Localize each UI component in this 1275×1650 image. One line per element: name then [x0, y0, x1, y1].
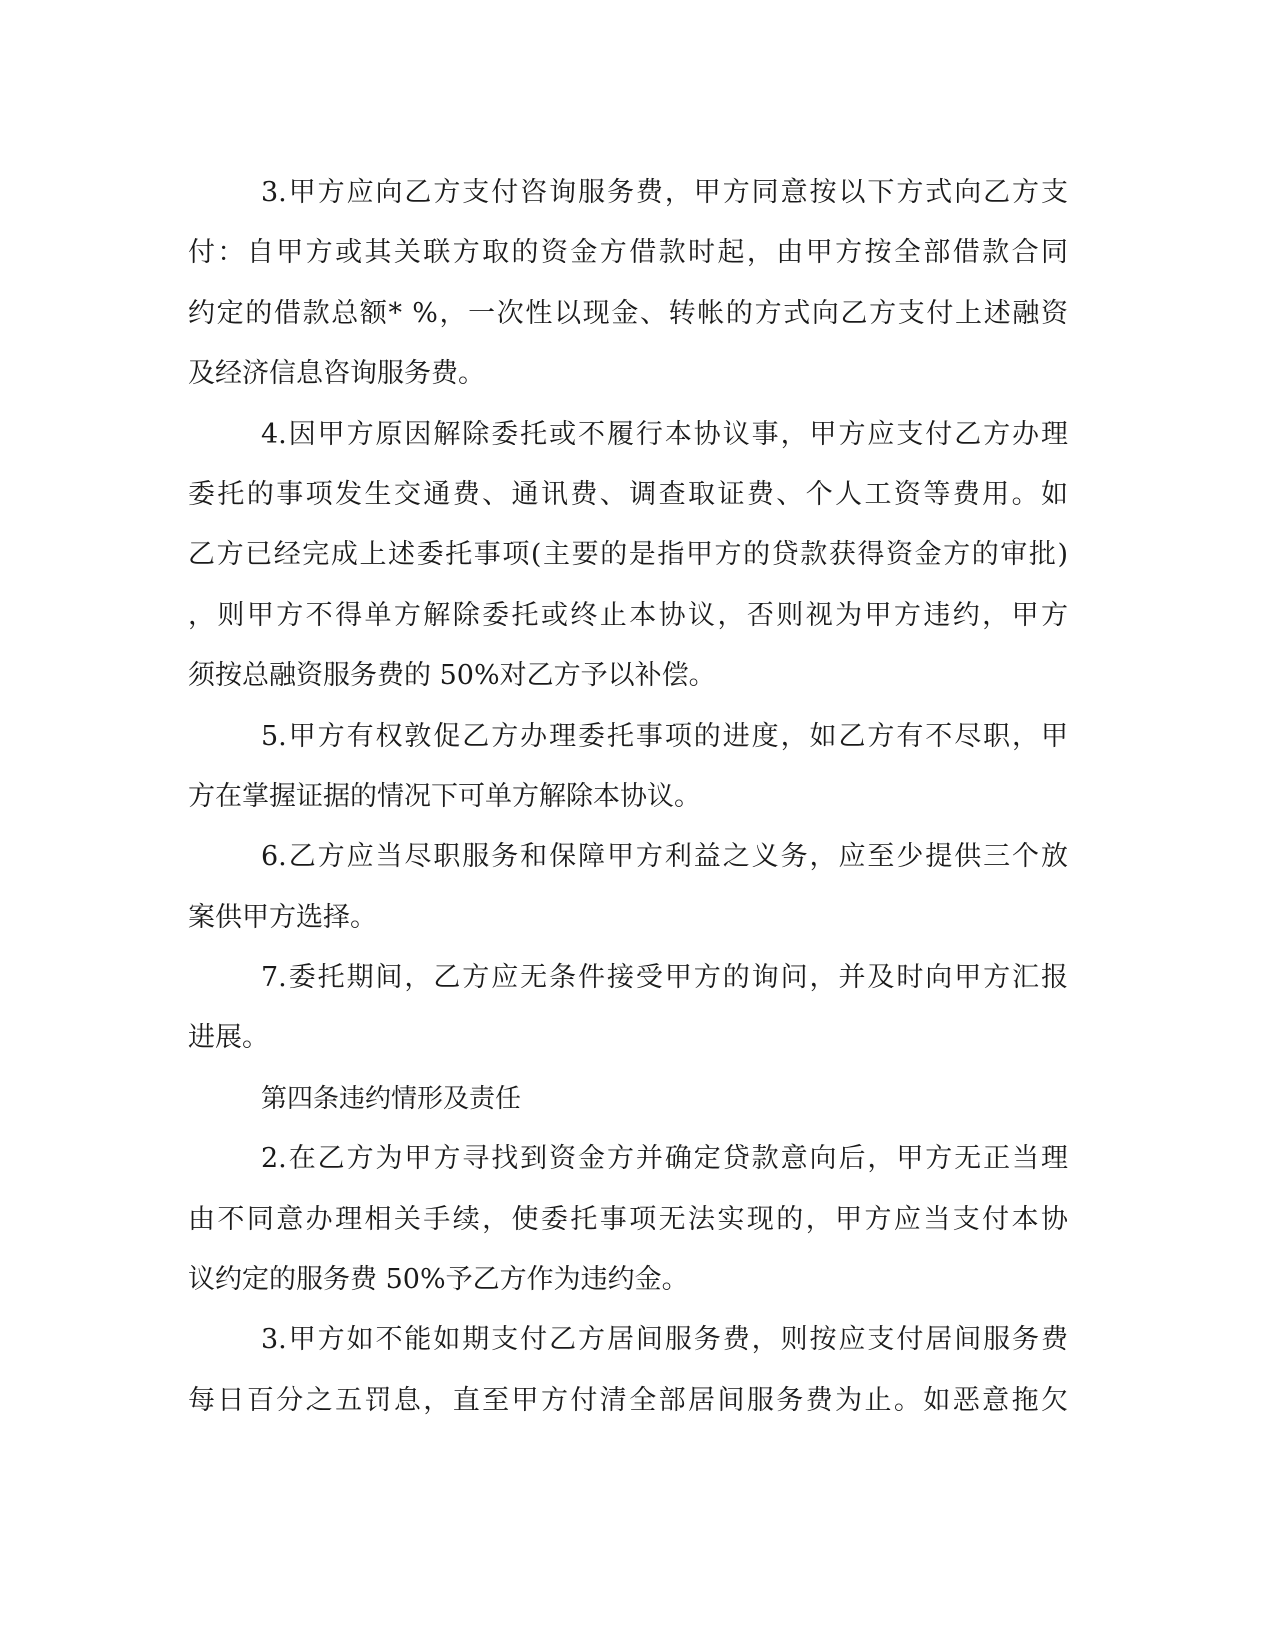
text-line: 付：自甲方或其关联方取的资金方借款时起，由甲方按全部借款合同	[188, 237, 1068, 269]
text-line: 及经济信息咨询服务费。	[188, 358, 485, 390]
text-line: 委托的事项发生交通费、通讯费、调查取证费、个人工资等费用。如	[188, 478, 1068, 510]
text-line: 3.甲方如不能如期支付乙方居间服务费，则按应支付居间服务费	[261, 1324, 1068, 1356]
text-line: ，则甲方不得单方解除委托或终止本协议，否则视为甲方违约，甲方	[188, 599, 1068, 631]
text-line: 方在掌握证据的情况下可单方解除本协议。	[188, 780, 701, 812]
paragraph-5	[188, 707, 1068, 828]
text-line: 7.委托期间，乙方应无条件接受甲方的询问，并及时向甲方汇报	[261, 962, 1068, 994]
text-line: 乙方已经完成上述委托事项(主要的是指甲方的贷款获得资金方的审批)	[188, 539, 1068, 571]
paragraph-7	[188, 948, 1068, 1069]
clause-2	[188, 1129, 1068, 1310]
text-line: 3.甲方应向乙方支付咨询服务费，甲方同意按以下方式向乙方支	[261, 177, 1068, 208]
section-heading-article-4	[188, 1069, 1068, 1129]
paragraph-6	[188, 827, 1068, 948]
paragraph-4	[188, 405, 1068, 707]
text-line: 约定的借款总额* %，一次性以现金、转帐的方式向乙方支付上述融资	[188, 297, 1068, 329]
text-line: 5.甲方有权敦促乙方办理委托事项的进度，如乙方有不尽职，甲	[261, 720, 1068, 752]
text-line: 议约定的服务费 50%予乙方作为违约金。	[188, 1264, 689, 1296]
text-line: 6.乙方应当尽职服务和保障甲方利益之义务，应至少提供三个放	[261, 841, 1068, 873]
text-line: 由不同意办理相关手续，使委托事项无法实现的，甲方应当支付本协	[188, 1203, 1068, 1235]
section-heading: 第四条违约情形及责任	[261, 1083, 522, 1114]
text-line: 须按总融资服务费的 50%对乙方予以补偿。	[188, 660, 716, 692]
document-body	[188, 163, 1068, 1431]
clause-3	[188, 1310, 1068, 1431]
text-line: 案供甲方选择。	[188, 901, 377, 933]
text-line: 进展。	[188, 1022, 269, 1054]
text-line: 4.因甲方原因解除委托或不履行本协议事，甲方应支付乙方办理	[261, 418, 1068, 450]
text-line: 每日百分之五罚息，直至甲方付清全部居间服务费为止。如恶意拖欠	[188, 1384, 1068, 1416]
paragraph-3	[188, 163, 1068, 405]
text-line: 2.在乙方为甲方寻找到资金方并确定贷款意向后，甲方无正当理	[261, 1143, 1068, 1175]
